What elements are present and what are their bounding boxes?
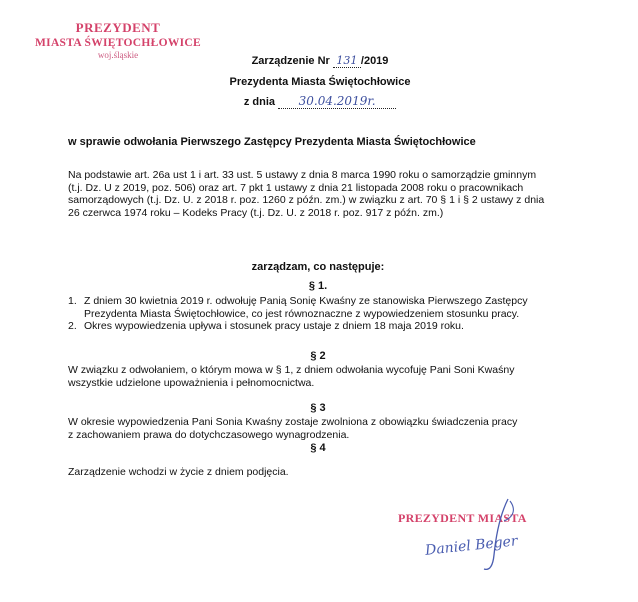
stamp-line-3: woj.śląskie — [97, 50, 139, 60]
section-4-heading: § 4 — [310, 442, 326, 454]
preamble-line: 26 czerwca 1974 roku – Kodeks Pracy (t.j. Dz. U. z 2018 r. poz. 917 z późn. zm.) — [68, 206, 444, 219]
section-2-line: W związku z odwołaniem, o którym mowa w § 1, z dniem odwołania wycofuję Pani Soni Kwaśny — [68, 364, 515, 376]
decree-date — [200, 94, 440, 109]
signature-name: Daniel Beger — [424, 533, 519, 559]
list-item-line: Okres wypowiedzenia upływa i stosunek pracy ustaje z dniem 18 maja 2019 roku. — [84, 320, 464, 332]
decree-heading: zarządzam, co następuje: — [251, 261, 385, 273]
section-3-body — [68, 416, 588, 441]
preamble-line: Na podstawie art. 26a ust 1 i art. 33 ust. 5 ustawy z dnia 8 marca 1990 roku o samorządzie gminnym — [68, 169, 537, 181]
list-item-line: Prezydenta Miasta Świętochłowice, co jest równoznaczne z wypowiedzeniem stosunku pracy. — [84, 307, 520, 320]
list-item — [68, 320, 588, 333]
decree-number — [200, 54, 440, 68]
section-2-body — [68, 364, 588, 389]
section-4-line: Zarządzenie wchodzi w życie z dniem podjęcia. — [68, 466, 289, 478]
decree-date-prefix: z dnia — [243, 96, 276, 108]
signature-stamp: PREZYDENT MIASTA — [398, 511, 527, 525]
section-3-heading: § 3 — [310, 402, 326, 414]
preamble-line: samorządowych (t.j. Dz. U. z 2018 r. poz. 1260 z późn. zm.) w związku z art. 70 § 1 i § 2 ustawy z dnia — [68, 194, 545, 206]
decree-authority: Prezydenta Miasta Świętochłowice — [229, 76, 411, 88]
document-title: w sprawie odwołania Pierwszego Zastępcy Prezydenta Miasta Świętochłowice — [68, 136, 476, 148]
list-item-line: Z dniem 30 kwietnia 2019 r. odwołuję Panią Sonię Kwaśny ze stanowiska Pierwszego Zastępcy — [84, 295, 528, 307]
section-3-line: W okresie wypowiedzenia Pani Sonia Kwaśny zostaje zwolniona z obowiązku świadczenia pracy — [68, 416, 518, 428]
stamp-line-1: PREZYDENT — [75, 20, 161, 35]
stamp-line-2: MIASTA ŚWIĘTOCHŁOWICE — [35, 37, 201, 49]
list-item-number: 2. — [68, 320, 77, 332]
institution-stamp — [28, 20, 208, 60]
preamble-line: (t.j. Dz. U z 2019, poz. 506) oraz art. 7 pkt 1 ustawy z dnia 21 listopada 2008 roku o pracownikach — [68, 181, 524, 194]
section-1-list — [68, 295, 588, 333]
list-item — [68, 295, 588, 320]
decree-date-value: 30.04.2019r. — [298, 94, 376, 108]
preamble — [68, 169, 588, 219]
section-2-line: wszystkie udzielone upoważnienia i pełnomocnictwa. — [68, 376, 315, 389]
decree-number-prefix: Zarządzenie Nr — [251, 55, 330, 67]
section-1-heading: § 1. — [308, 280, 328, 292]
section-3-line: z zachowaniem prawa do dotychczasowego wynagrodzenia. — [68, 428, 350, 441]
list-item-number: 1. — [68, 295, 77, 307]
decree-number-value: 131 — [336, 54, 358, 67]
section-2-heading: § 2 — [310, 350, 326, 362]
decree-number-suffix: /2019 — [360, 55, 389, 67]
